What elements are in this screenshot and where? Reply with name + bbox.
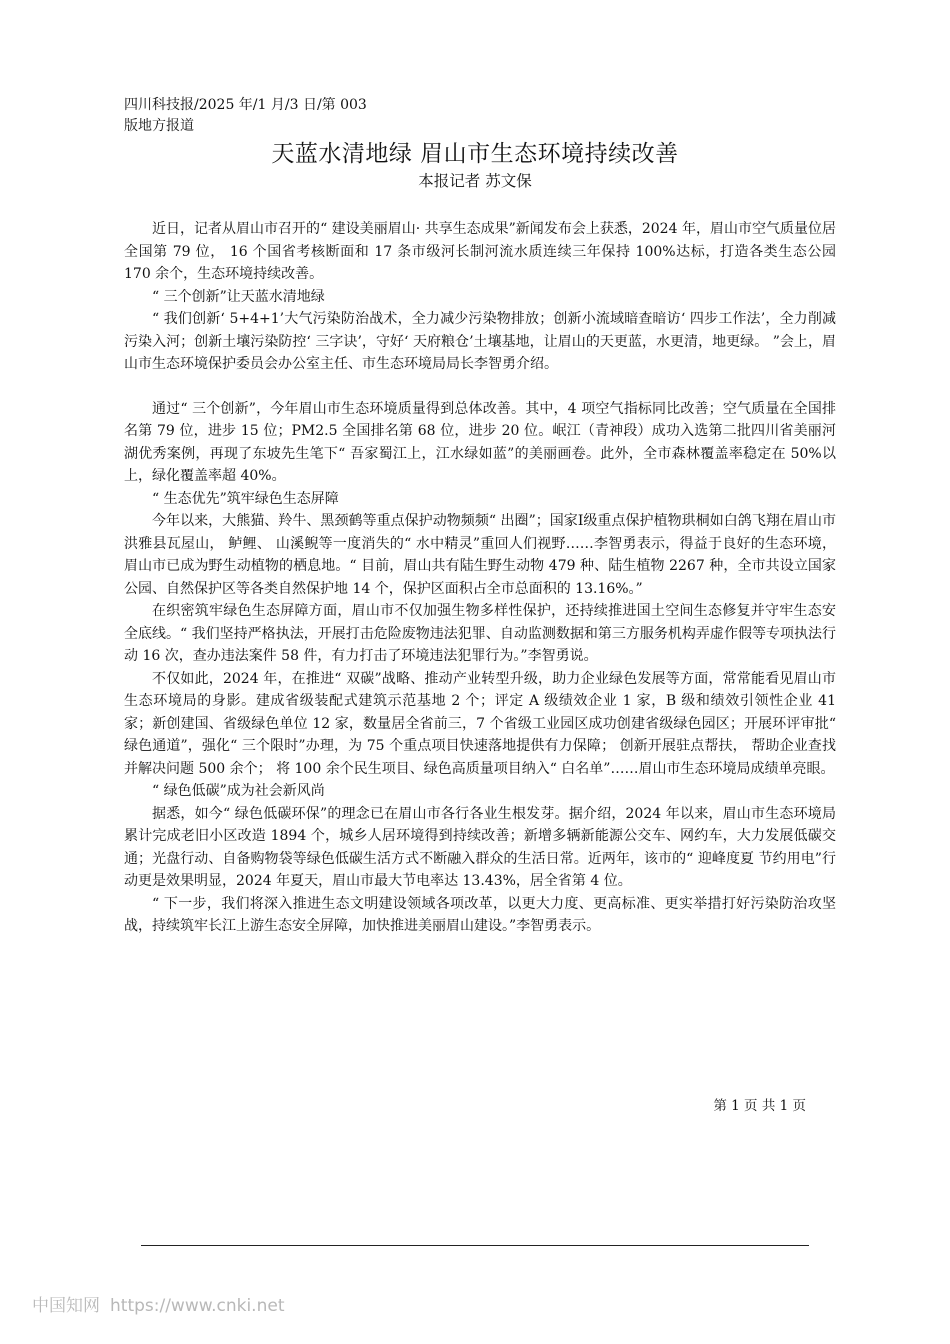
- page-number: 第 1 页 共 1 页: [713, 1098, 806, 1114]
- section-heading: “ 生态优先”筑牢绿色生态屏障: [152, 490, 339, 507]
- paragraph-spacer: [124, 376, 836, 398]
- paragraph: 在织密筑牢绿色生态屏障方面，眉山市不仅加强生物多样性保护，还持续推进国土空间生态修复并守牢生态安全底线。“ 我们坚持严格执法，开展打击危险废物违法犯罪、自动监测数据和第三方服务机构弄虚作假等专项执法行动 16 次，查办违法案件 58 件，有力打击了环境违法犯罪行为。”李智勇说。: [124, 603, 836, 664]
- paragraph: 不仅如此，2024 年，在推进“ 双碳”战略、推动产业转型升级，助力企业绿色发展等方面，常常能看见眉山市生态环境局的身影。建成省级装配式建筑示范基地 2 个；评定 A 级绩效企业 1 家，B 级和绩效引领性企业 41 家；新创建国、省级绿色单位 12 家，数量居全省前三，7 个省级工业园区成功创建省级绿色园区；开展环评审批“ 绿色通道”，强化“ 三个限时”办理，为 75 个重点项目快速落地提供有力保障； 创新开展驻点帮扶， 帮助企业查找并解决问题 500 余个； 将 100 余个民生项目、绿色高质量项目纳入“ 白名单”……眉山市生态环境局成绩单亮眼。: [124, 670, 836, 777]
- publication-source: [124, 95, 424, 137]
- watermark-brand: 中国知网: [32, 1296, 100, 1316]
- article-author: 本报记者 苏文保: [418, 172, 532, 190]
- article-title: 天蓝水清地绿 眉山市生态环境持续改善: [271, 141, 679, 167]
- source-line-1: 四川科技报/2025 年/1 月/3 日/第 003: [124, 97, 367, 113]
- section-heading: “ 三个创新”让天蓝水清地绿: [152, 288, 325, 305]
- paragraph: 今年以来，大熊猫、羚牛、黑颈鹤等重点保护动物频频“ 出圈”；国家Ⅰ级重点保护植物珙桐如白鸽飞翔在眉山市洪雅县瓦屋山， 鲈鲤、 山溪鲵等一度消失的“ 水中精灵”重回人们视野……李智勇表示，得益于良好的生态环境，眉山市已成为野生动植物的栖息地。“ 目前，眉山共有陆生野生动物 479 种、陆生植物 2267 种，全市共设立国家公园、自然保护区等各类自然保护地 14 个，保护区面积占全市总面积的 13.16%。”: [124, 513, 836, 597]
- article-body: [124, 218, 836, 938]
- footer-divider: [141, 1245, 809, 1246]
- paragraph: “ 我们创新‘ 5+4+1’大气污染防治战术，全力减少污染物排放；创新小流域暗查暗访‘ 四步工作法’，全力削减污染入河；创新土壤污染防控‘ 三字诀’，守好‘ 天府粮仓’土壤基地，让眉山的天更蓝，水更清，地更绿。 ”会上，眉山市生态环境保护委员会办公室主任、市生态环境局局长李智勇介绍。: [124, 311, 836, 372]
- watermark-url: https://www.cnki.net: [110, 1296, 285, 1316]
- paragraph: 据悉，如今“ 绿色低碳环保”的理念已在眉山市各行各业生根发芽。据介绍，2024 年以来，眉山市生态环境局累计完成老旧小区改造 1894 个，城乡人居环境得到持续改善；新增多辆新能源公交车、网约车，大力发展低碳交通；光盘行动、自备购物袋等绿色低碳生活方式不断融入群众的生活日常。近两年，该市的“ 迎峰度夏 节约用电”行动更是效果明显，2024 年夏天，眉山市最大节电率达 13.43%，居全省第 4 位。: [124, 805, 836, 889]
- source-line-2: 版地方报道: [124, 118, 194, 134]
- paragraph: 近日，记者从眉山市召开的“ 建设美丽眉山· 共享生态成果”新闻发布会上获悉，2024 年，眉山市空气质量位居全国第 79 位， 16 个国省考核断面和 17 条市级河长制河流水质连续三年保持 100%达标，打造各类生态公园 170 余个，生态环境持续改善。: [124, 221, 836, 282]
- paragraph: “ 下一步，我们将深入推进生态文明建设领域各项改革，以更大力度、更高标准、更实举措打好污染防治攻坚战，持续筑牢长江上游生态安全屏障，加快推进美丽眉山建设。”李智勇表示。: [124, 895, 836, 934]
- section-heading: “ 绿色低碳”成为社会新风尚: [152, 783, 325, 799]
- cnki-watermark: [32, 1294, 284, 1318]
- paragraph: 通过“ 三个创新”，今年眉山市生态环境质量得到总体改善。其中，4 项空气指标同比改善；空气质量在全国排名第 79 位，进步 15 位；PM2.5 全国排名第 68 位，进步 20 位。岷江（青神段）成功入选第二批四川省美丽河湖优秀案例，再现了东坡先生笔下“ 吾家蜀江上，江水绿如蓝”的美丽画卷。此外，全市森林覆盖率稳定在 50%以上，绿化覆盖率超 40%。: [124, 400, 836, 484]
